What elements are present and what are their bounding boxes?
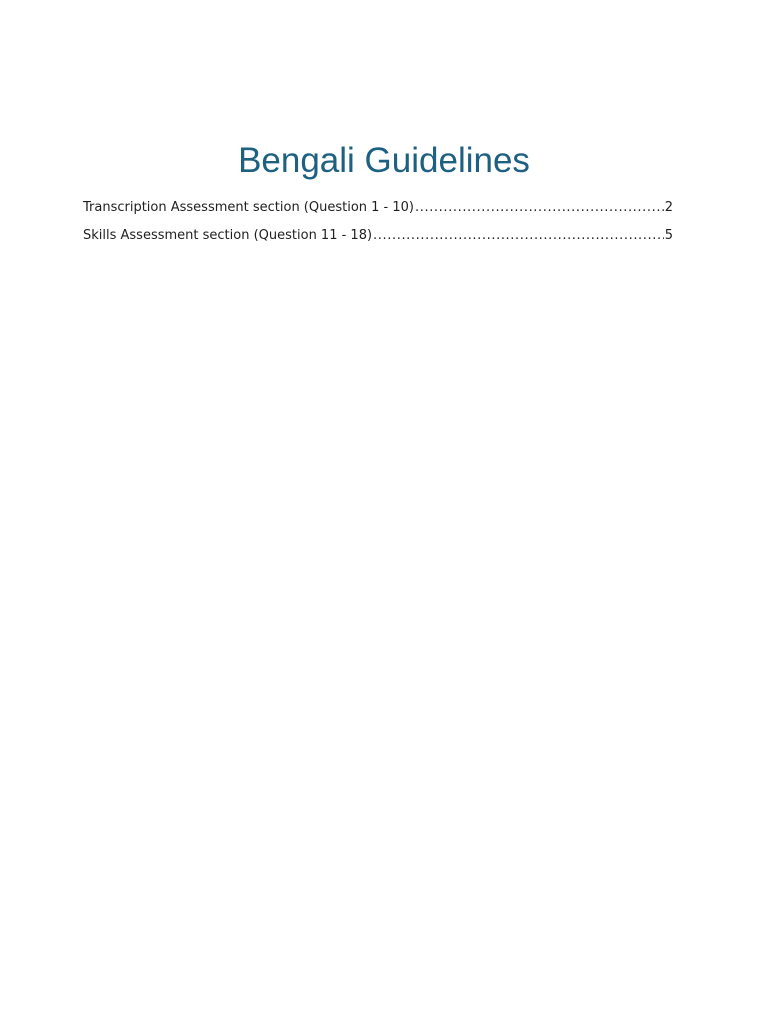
toc-entry-label: Skills Assessment section (Question 11 - 18) [83,228,373,243]
toc-page-number: 5 [664,228,673,243]
toc-entry-skills[interactable] [83,228,673,256]
toc-dot-leader [415,200,664,215]
toc-entry-label: Transcription Assessment section (Question 1 - 10) [83,200,414,215]
toc-page-number: 2 [664,200,673,215]
table-of-contents [83,200,673,256]
toc-dot-leader [373,228,664,243]
document-title: Bengali Guidelines [238,141,530,180]
toc-entry-transcription[interactable] [83,200,673,228]
